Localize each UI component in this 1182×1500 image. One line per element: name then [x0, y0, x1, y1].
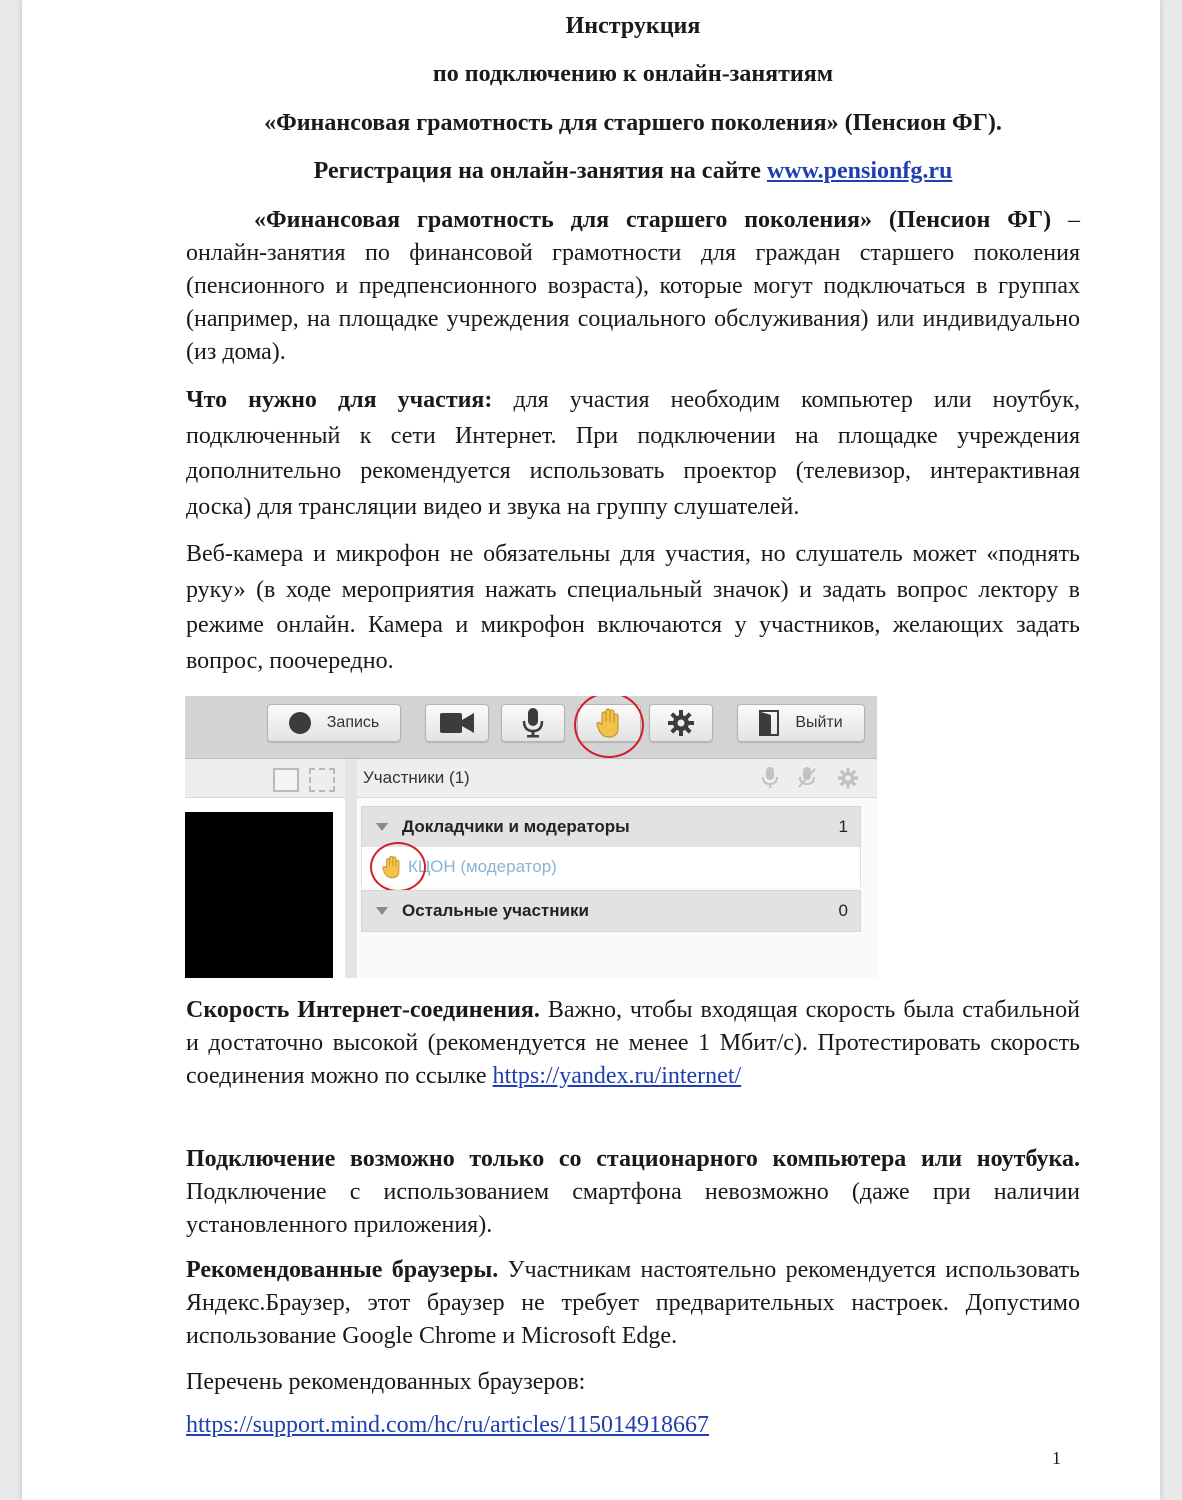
speed-test-link[interactable]: https://yandex.ru/internet/ [492, 1063, 742, 1089]
window-restore-icon[interactable] [273, 768, 299, 792]
collapse-triangle-icon [376, 907, 388, 915]
group-presenters-count: 1 [838, 817, 848, 836]
participant-name: КЦОН (модератор) [408, 857, 557, 876]
browsers-text: Участникам настоятельно рекомендуется использовать Яндекс.Браузер, этот браузер не требует предварительных настроек. Допустимо использование Google Chrome и Microsoft Edge. [186, 1257, 1080, 1349]
video-camera-icon [440, 712, 474, 734]
record-icon [289, 712, 311, 734]
registration-text: Регистрация на онлайн-занятия на сайте [313, 158, 767, 184]
browsers-paragraph [186, 1254, 1080, 1353]
fullscreen-icon[interactable] [309, 768, 335, 792]
highlight-circle [574, 696, 644, 758]
webinar-screenshot [185, 696, 877, 978]
record-label: Запись [326, 714, 380, 731]
panel-divider[interactable] [345, 759, 357, 978]
microphone-off-icon[interactable] [797, 767, 817, 789]
microphone-button[interactable] [501, 704, 565, 742]
hand-highlight-circle [370, 842, 426, 892]
participants-settings-icon[interactable] [837, 767, 859, 789]
participants-list [357, 798, 877, 978]
group-others-count: 0 [838, 901, 848, 920]
exit-door-icon [759, 710, 779, 736]
group-presenters-label: Докладчики и модераторы [402, 817, 630, 836]
devices-text: Подключение с использованием смартфона невозможно (даже при наличии установленного приложения). [186, 1179, 1080, 1238]
record-button[interactable] [267, 704, 401, 742]
video-area [185, 812, 333, 978]
speed-text: Важно, чтобы входящая скорость была стабильной и достаточно высокой (рекомендуется не менее 1 Мбит/с). Протестировать скорость соединения можно по ссылке [186, 997, 1080, 1089]
collapse-triangle-icon [376, 823, 388, 831]
camera-paragraph [186, 537, 1080, 679]
participants-bar [185, 759, 877, 798]
webinar-toolbar [185, 696, 877, 759]
speed-bold: Скорость Интернет-соединения. [186, 997, 540, 1023]
settings-button[interactable] [649, 704, 713, 742]
speed-paragraph [186, 994, 1080, 1093]
group-presenters[interactable] [361, 806, 861, 848]
exit-label: Выйти [795, 714, 843, 731]
microphone-icon [522, 708, 544, 738]
doc-subtitle: по подключению к онлайн-занятиям [432, 61, 834, 87]
doc-title: Инструкция [565, 13, 701, 39]
requirements-paragraph [186, 383, 1080, 525]
requirements-text: для участия необходим компьютер или ноутбук, подключенный к сети Интернет. При подключении на площадке учреждения дополнительно рекомендуется использовать проектор (телевизор, интерактивная доска) для трансляции видео и звука на группу слушателей. [186, 387, 1081, 520]
course-name: «Финансовая грамотность для старшего поколения» (Пенсион ФГ). [264, 110, 1002, 136]
browser-list-link[interactable]: https://support.mind.com/hc/ru/articles/115014918667 [186, 1412, 710, 1438]
browser-list-label: Перечень рекомендованных браузеров: [186, 1369, 586, 1395]
devices-paragraph [186, 1143, 1080, 1242]
gear-icon [667, 709, 695, 737]
group-others-label: Остальные участники [402, 901, 589, 920]
camera-button[interactable] [425, 704, 489, 742]
intro-bold: «Финансовая грамотность для старшего поколения» (Пенсион ФГ) [254, 207, 1052, 233]
participants-title: Участники (1) [363, 768, 470, 787]
participant-row[interactable] [361, 847, 861, 887]
page-number: 1 [1052, 1448, 1061, 1468]
group-others[interactable] [361, 890, 861, 932]
browsers-bold: Рекомендованные браузеры. [186, 1257, 499, 1283]
intro-text: – онлайн-занятия по финансовой грамотности для граждан старшего поколения (пенсионного и предпенсионного возраста), которые могут подключаться в группах (например, на площадке учреждения социального обслуживания) или индивидуально (из дома). [186, 207, 1080, 365]
devices-bold: Подключение возможно только со стационарного компьютера или ноутбука. [186, 1146, 1080, 1172]
intro-paragraph [186, 204, 1080, 369]
mute-all-microphone-icon[interactable] [761, 767, 779, 789]
requirements-bold: Что нужно для участия: [186, 387, 493, 413]
registration-line [186, 157, 1080, 185]
browser-list-line [186, 1409, 1080, 1442]
exit-button[interactable] [737, 704, 865, 742]
camera-text: Веб-камера и микрофон не обязательны для участия, но слушатель может «поднять руку» (в ходе мероприятия нажать специальный значок) и задать вопрос лектору в режиме онлайн. Камера и микрофон включаются у участников, желающих задать вопрос, поочередно. [186, 541, 1080, 674]
registration-link[interactable]: www.pensionfg.ru [766, 158, 953, 184]
